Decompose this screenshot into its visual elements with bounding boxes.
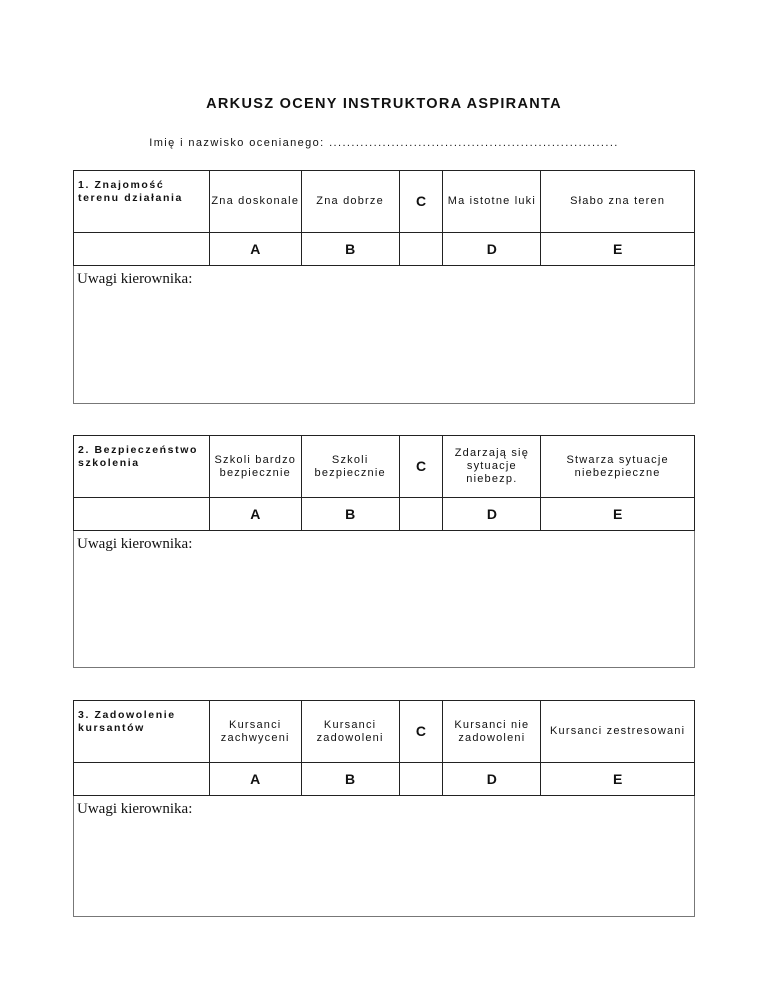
option-e-label: Słabo zna teren [541,171,695,233]
rating-table-1 [73,170,695,266]
criterion-label: 3. Zadowolenie kursantów [74,701,210,763]
grade-a-cell[interactable]: A [209,233,301,266]
grade-e-cell[interactable]: E [541,763,695,796]
grade-c-cell[interactable] [399,498,443,531]
grade-b-cell[interactable]: B [301,233,399,266]
score-cell[interactable] [74,498,210,531]
option-b-label: Szkoli bezpiecznie [301,436,399,498]
grade-d-cell[interactable]: D [443,763,541,796]
grade-d-cell[interactable]: D [443,233,541,266]
option-b-label: Zna dobrze [301,171,399,233]
option-e-label: Stwarza sytuacje niebezpieczne [541,436,695,498]
option-a-label: Szkoli bardzo bezpiecznie [209,436,301,498]
grade-b-cell[interactable]: B [301,498,399,531]
option-e-label: Kursanci zestresowani [541,701,695,763]
manager-notes-label: Uwagi kierownika: [77,801,193,817]
option-b-label: Kursanci zadowoleni [301,701,399,763]
criterion-label: 2. Bezpieczeństwo szkolenia [74,436,210,498]
grade-c-cell[interactable] [399,763,443,796]
option-d-label: Kursanci nie zadowoleni [443,701,541,763]
option-d-label: Zdarzają się sytuacje niebezp. [443,436,541,498]
grade-c-cell[interactable] [399,233,443,266]
manager-notes-box[interactable] [73,796,695,917]
rating-table-3 [73,700,695,796]
grade-a-cell[interactable]: A [209,498,301,531]
evaluee-name-line[interactable]: Imię i nazwisko ocenianego: ................................................................. [149,137,619,149]
manager-notes-label: Uwagi kierownika: [77,271,193,287]
option-a-label: Kursanci zachwyceni [209,701,301,763]
document-title: ARKUSZ OCENY INSTRUKTORA ASPIRANTA [206,96,562,112]
grade-a-cell[interactable]: A [209,763,301,796]
manager-notes-box[interactable] [73,531,695,668]
rating-table-2 [73,435,695,531]
grade-e-cell[interactable]: E [541,233,695,266]
score-cell[interactable] [74,233,210,266]
grade-e-cell[interactable]: E [541,498,695,531]
manager-notes-label: Uwagi kierownika: [77,536,193,552]
option-c-label: C [399,436,443,498]
option-a-label: Zna doskonale [209,171,301,233]
option-c-label: C [399,701,443,763]
option-d-label: Ma istotne luki [443,171,541,233]
manager-notes-box[interactable] [73,266,695,404]
grade-d-cell[interactable]: D [443,498,541,531]
criterion-label: 1. Znajomość terenu działania [74,171,210,233]
score-cell[interactable] [74,763,210,796]
grade-b-cell[interactable]: B [301,763,399,796]
option-c-label: C [399,171,443,233]
